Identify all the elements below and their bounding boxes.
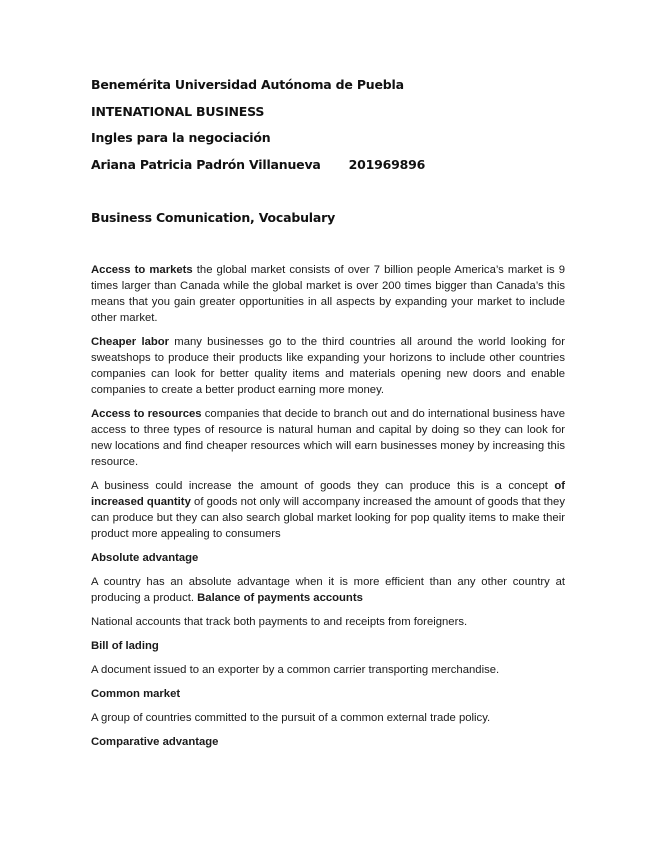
vocab-definition-bill-of-lading: A document issued to an exporter by a common carrier transporting merchandise. [91,664,500,676]
paragraph-cheaper-labor [91,334,565,398]
vocab-term-comparative-advantage: Comparative advantage [91,736,219,748]
document-header [91,76,571,225]
vocab-definition-common-market: A group of countries committed to the pursuit of a common external trade policy. [91,712,491,724]
vocab-term-balance-of-payments: Balance of payments accounts [197,592,363,604]
document-title: Business Comunication, Vocabulary [91,210,336,225]
subject-name: Ingles para la negociación [91,130,271,145]
definition-text: A country has an absolute advantage when it is more efficient than any other country at producing a product. [91,576,565,604]
paragraph-access-to-resources [91,406,565,470]
vocab-term-bill-of-lading: Bill of lading [91,640,159,652]
student-line [91,156,571,173]
paragraph-text: the global market consists of over 7 billion people America’s market is 9 times larger than Canada while the global market is over 200 times bigger than Canada’s this means that you gain greater opportunities in all aspects by expanding your market to include other market. [91,264,565,324]
term-increased-quantity: of increased quantity [91,480,565,508]
university-name: Benemérita Universidad Autónoma de Puebla [91,77,404,92]
paragraph-text: many businesses go to the third countries all around the world looking for sweatshops to produce their products like expanding your horizons to include other countries companies can look for better quality items and materials opening new doors and enable companies to create a better product earning more money. [91,336,565,396]
vocab-definition-absolute-advantage [91,574,565,606]
student-name: Ariana Patricia Padrón Villanueva [91,156,321,172]
vocab-term-absolute-advantage: Absolute advantage [91,552,199,564]
paragraph-access-to-markets [91,262,565,326]
term-access-to-markets: Access to markets [91,264,193,276]
term-cheaper-labor: Cheaper labor [91,336,170,348]
vocab-definition-balance-of-payments: National accounts that track both payments to and receipts from foreigners. [91,616,468,628]
paragraph-text: companies that decide to branch out and do international business have access to three types of resource is natural human and capital by doing so they can look for new locations and find cheaper resources which will earn businesses money by increasing this resource. [91,408,565,468]
paragraph-text: of goods not only will accompany increased the amount of goods that they can produce but they can also search global market looking for pop quality items to make their product more appealing to consumers [91,496,565,540]
course-name: INTENATIONAL BUSINESS [91,103,265,119]
student-id: 201969896 [348,156,426,172]
document-body [91,262,565,758]
paragraph-increased-quantity [91,478,565,542]
vocab-term-common-market: Common market [91,688,181,700]
term-access-to-resources: Access to resources [91,408,202,420]
paragraph-text: A business could increase the amount of goods they can produce this is a concept [91,480,555,492]
